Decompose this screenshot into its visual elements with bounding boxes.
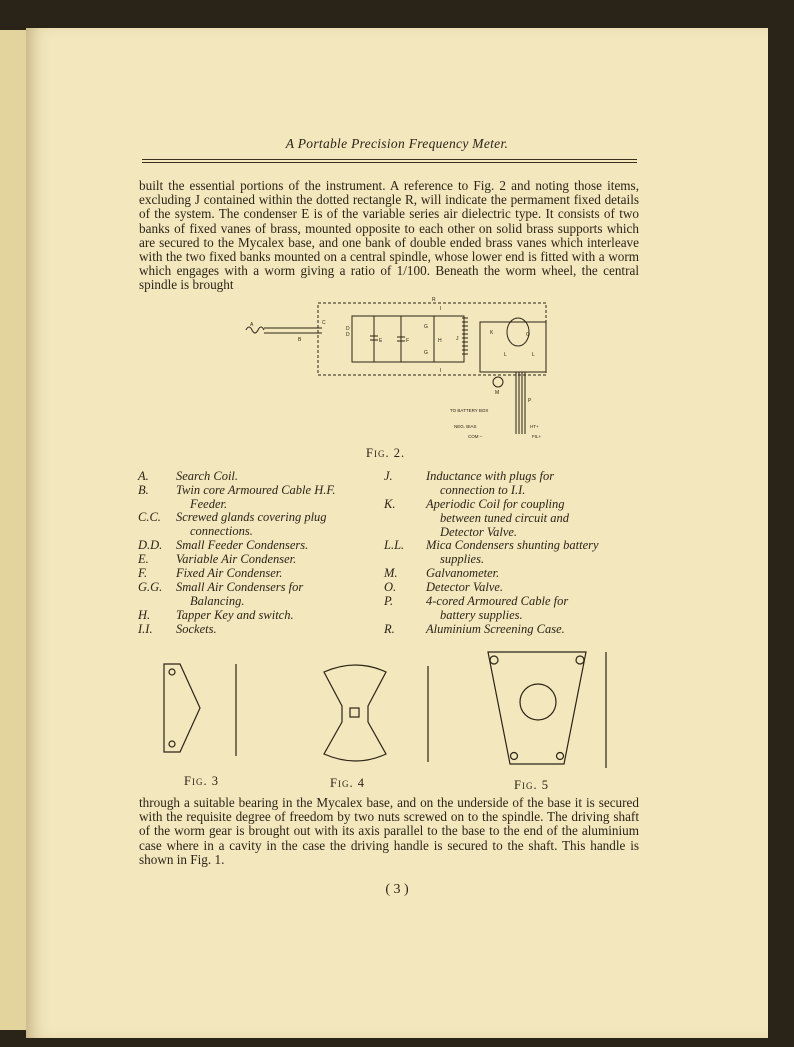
label-f: F	[406, 338, 410, 344]
figure-3-bracket	[158, 656, 248, 764]
figure-4-caption: Fig. 4	[330, 776, 365, 790]
label-e: E	[379, 338, 383, 344]
figure-4-vane	[316, 656, 436, 776]
label-r: R	[432, 297, 436, 303]
figure-2-circuit-diagram	[236, 294, 566, 444]
label-k: K	[490, 330, 494, 336]
label-l1: L	[504, 352, 507, 358]
label-o: O	[526, 332, 530, 338]
figure-3-caption: Fig. 3	[184, 774, 219, 788]
label-ht: HT+	[530, 424, 539, 429]
label-neg-bias: NEG. BIAS	[454, 424, 477, 429]
figure-5-caption: Fig. 5	[514, 778, 549, 792]
document-page: A Portable Precision Frequency Meter. built the essential portions of the instrument. A reference to Fig. 2 and noting those items, excluding J contained within the dotted rectangle R, will indicate the permament fixed details of the system. The condenser E is of the variable series air dielectric type. It consists of two banks of fixed vanes of brass, mounted opposite to each other on solid brass supports which are secured to the Mycalex base, and one bank of double ended brass vanes which interleave with the two fixed banks mounted on a central spindle, whose lower end is fitted with a worm which engages with a worm giving a ratio of 1/100. Beneath the worm wheel, the central spindle is brought R A B C D D E F G G H I I J K O L L M P TO BATTERY BOX NEG. BIAS HT+ COM – FIL+ Fig. 2. A. Search Coil. B. Twin core Armoured Cable H.F. Feeder. C.C. Screwed glands covering plug connections. D.D. Small Feeder Condensers. E. Variable Air Condenser. F. Fixed Air Condenser. G.G. Small Air Condensers for Balancing. H. Tapper Key and switch. I.I. Sockets. J. Inductance with plugs for connection to I.I. K. Aperiodic Coil for coupling between tuned circuit and Detector Valve. L.L. Mica Condensers shunting battery supplies. M. Galvanometer. O. Detector Valve. P. 4-cored Armoured Cable for battery supplies. R. Aluminium Screening Case. Fig. 3 Fig. 4 Fig. 5 through a suitable bearing in the Mycalex base, and on the underside of the base it is secured with the requisite degree of freedom by two nuts screwed on to the spindle. The driving shaft of the worm gear is brought out with its axis parallel to the base to the end of the aluminium case where in a cavity in the case the driving handle is secured to the shaft. This handle is shown in Fig. 1. ( 3 )	[26, 28, 768, 1038]
label-b: B	[298, 337, 302, 343]
label-g1: G	[424, 324, 428, 330]
label-l2: L	[532, 352, 535, 358]
label-j: J	[456, 336, 459, 342]
page-number: ( 3 )	[385, 882, 409, 897]
label-m: M	[495, 390, 500, 396]
figure-5-plate	[482, 646, 622, 776]
paragraph-top: built the essential portions of the instrument. A reference to Fig. 2 and noting those items, excluding J contained within the dotted rectangle R, will indicate the permament fixed details of the system. The condenser E is of the variable series air dielectric type. It consists of two banks of fixed vanes of brass, mounted opposite to each other on solid brass supports which are secured to the Mycalex base, and one bank of double ended brass vanes which interleave with the two fixed banks mounted on a central spindle, whose lower end is fitted with a worm which engages with a worm giving a ratio of 1/100. Beneath the worm wheel, the central spindle is brought	[139, 178, 639, 293]
label-a: A	[250, 322, 254, 328]
galvanometer-m	[493, 377, 503, 387]
label-p: P	[528, 398, 532, 404]
label-battery-box: TO BATTERY BOX	[450, 408, 489, 413]
label-h: H	[438, 338, 442, 344]
search-coil-a	[246, 327, 264, 333]
label-com: COM –	[468, 434, 483, 439]
label-g2: G	[424, 350, 428, 356]
running-header: A Portable Precision Frequency Meter.	[285, 136, 509, 151]
label-i2: I	[440, 368, 442, 374]
label-d2: D	[346, 332, 350, 338]
paragraph-bottom: through a suitable bearing in the Mycalex base, and on the underside of the base it is secured with the requisite degree of freedom by two nuts screwed on to the spindle. The driving shaft of the worm gear is brought out with its axis parallel to the base to the end of the aluminium case where in a cavity in the case the driving handle is secured to the shaft. This handle is shown in Fig. 1.	[139, 795, 639, 867]
figure-2-caption: Fig. 2.	[366, 446, 406, 460]
label-c: C	[322, 320, 326, 326]
label-d1: D	[346, 326, 350, 332]
header-rule-top	[142, 159, 637, 160]
facing-page-edge	[0, 30, 26, 1030]
header-rule-bottom	[142, 162, 637, 163]
label-fil: FIL+	[532, 434, 542, 439]
inductance-j	[462, 318, 468, 354]
label-i1: I	[440, 306, 442, 312]
